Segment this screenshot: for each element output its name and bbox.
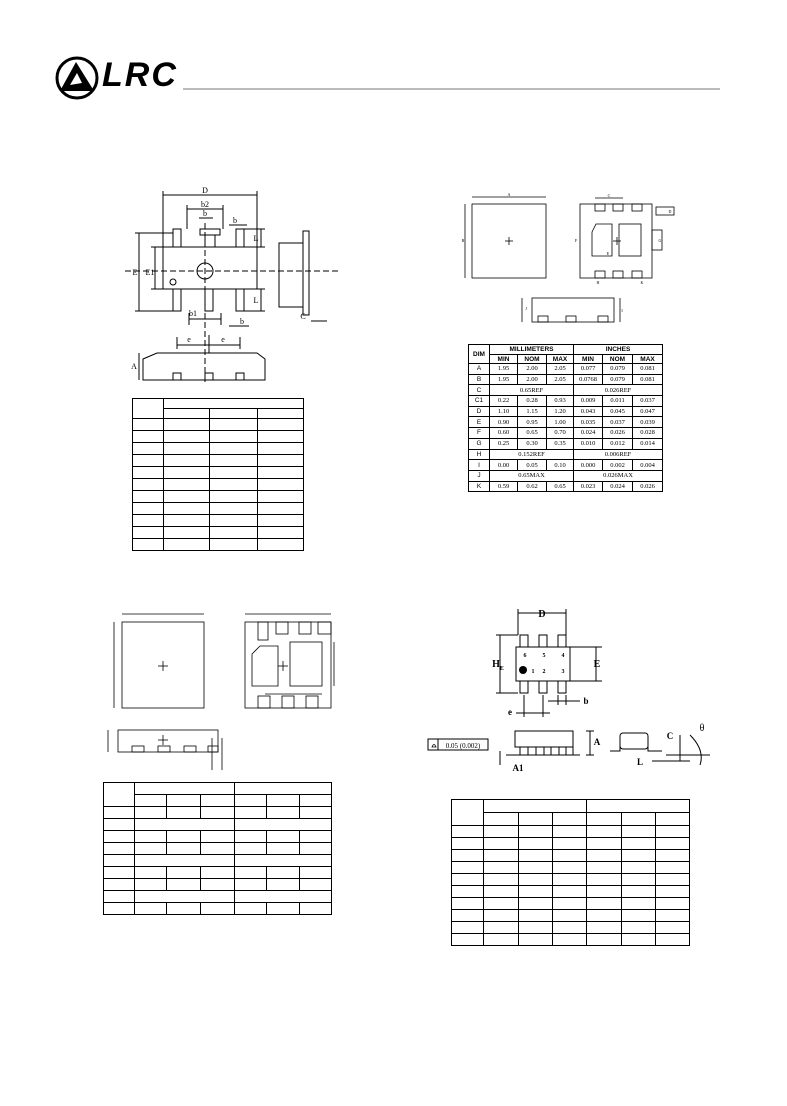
dim-cell: B — [469, 374, 490, 385]
value-cell: 0.65 — [547, 481, 574, 492]
dim-cell: I — [469, 460, 490, 471]
dim-L-top: L — [253, 234, 259, 243]
header-rule — [183, 88, 720, 90]
table-row — [469, 449, 663, 460]
value-cell: 2.00 — [518, 374, 547, 385]
value-cell: 1.10 — [490, 406, 518, 417]
pin-4: 4 — [561, 653, 565, 659]
value-cell: 0.043 — [574, 406, 603, 417]
dim-cell: H — [469, 449, 490, 460]
span-value-cell: 0.65MAX — [490, 470, 574, 481]
dfn6-label-B: B — [461, 238, 465, 243]
dfn6-label-G: G — [658, 238, 662, 243]
value-cell: 0.023 — [574, 481, 603, 492]
value-cell: 0.045 — [603, 406, 633, 417]
span-value-cell: 0.65REF — [490, 385, 574, 396]
table-row — [469, 460, 663, 471]
dim-A: A — [131, 362, 137, 371]
value-cell: 0.70 — [547, 428, 574, 439]
value-cell: 1.00 — [547, 417, 574, 428]
dfn6-label-D: D — [668, 209, 672, 214]
pin-2: 2 — [542, 669, 546, 675]
flatness-tolerance: 0.05 (0.002) — [445, 742, 481, 750]
dim-E: E — [132, 268, 138, 277]
value-cell: 0.30 — [518, 438, 547, 449]
value-cell: 2.00 — [518, 364, 547, 375]
value-cell: 0.077 — [574, 364, 603, 375]
lrc-logo-mark — [54, 55, 100, 101]
sot363-e: e — [508, 707, 512, 717]
sot363-dimension-table — [451, 799, 690, 946]
value-cell: 0.90 — [490, 417, 518, 428]
dfn6-label-K: K — [640, 280, 644, 285]
dfn-bottom-left-dimension-table — [103, 782, 332, 915]
dim-cell: A — [469, 364, 490, 375]
millimeters-header: MILLIMETERS — [490, 345, 574, 355]
group-header-cell — [164, 399, 304, 409]
sot363-L: L — [636, 757, 644, 767]
table-row — [469, 364, 663, 375]
value-cell: 0.00 — [490, 460, 518, 471]
sot89-dimension-table — [132, 398, 304, 551]
sub-header: MAX — [547, 355, 574, 364]
table-row — [469, 374, 663, 385]
value-cell: 0.22 — [490, 396, 518, 407]
sot363-A: A — [593, 737, 601, 747]
value-cell: 1.15 — [518, 406, 547, 417]
pin-5: 5 — [542, 653, 546, 659]
value-cell: 2.05 — [547, 364, 574, 375]
value-cell: 0.079 — [603, 374, 633, 385]
span-value-cell: 0.026REF — [574, 385, 663, 396]
value-cell: 0.65 — [518, 428, 547, 439]
dfn6-label-H: H — [596, 280, 600, 285]
dfn6-label-J: J — [525, 306, 527, 311]
value-cell: 0.024 — [603, 481, 633, 492]
dim-b: b — [203, 209, 207, 218]
pin-6: 6 — [523, 653, 527, 659]
dim-cell: D — [469, 406, 490, 417]
value-cell: 0.035 — [574, 417, 603, 428]
value-cell: 0.002 — [603, 460, 633, 471]
sot363-A1: A1 — [512, 763, 524, 773]
value-cell: 0.037 — [603, 417, 633, 428]
pin-1: 1 — [531, 669, 535, 675]
dim-b1: b1 — [189, 309, 197, 318]
value-cell: 0.10 — [547, 460, 574, 471]
dfn6-dimension-table — [468, 344, 663, 492]
value-cell: 0.95 — [518, 417, 547, 428]
dim-cell: G — [469, 438, 490, 449]
value-cell: 0.028 — [633, 428, 663, 439]
dim-cell: E — [469, 417, 490, 428]
dim-L-bot: L — [253, 296, 259, 305]
table-row — [469, 481, 663, 492]
dfn6-label-C: C — [607, 193, 611, 198]
dim-e-1: e — [187, 335, 191, 344]
span-value-cell: 0.152REF — [490, 449, 574, 460]
dfn6-label-F: F — [574, 238, 578, 243]
span-value-cell: 0.026MAX — [574, 470, 663, 481]
value-cell: 0.000 — [574, 460, 603, 471]
value-cell: 0.009 — [574, 396, 603, 407]
value-cell: 0.010 — [574, 438, 603, 449]
value-cell: 0.62 — [518, 481, 547, 492]
dim-column-header: DIM — [469, 345, 490, 364]
sub-header: MIN — [490, 355, 518, 364]
value-cell: 1.20 — [547, 406, 574, 417]
dim-header-cell — [133, 399, 164, 419]
table-row — [469, 438, 663, 449]
dim-cell: C — [469, 385, 490, 396]
value-cell: 0.081 — [633, 364, 663, 375]
value-cell: 0.047 — [633, 406, 663, 417]
dfn6-label-A: A — [507, 192, 511, 197]
value-cell: 0.026 — [603, 428, 633, 439]
sot89-drawing — [125, 185, 340, 395]
sub-header: NOM — [603, 355, 633, 364]
value-cell: 0.25 — [490, 438, 518, 449]
value-cell: 0.079 — [603, 364, 633, 375]
value-cell: 0.28 — [518, 396, 547, 407]
table-row — [469, 396, 663, 407]
table-row — [469, 406, 663, 417]
value-cell: 0.35 — [547, 438, 574, 449]
dim-D: D — [202, 186, 208, 195]
sub-header: MIN — [574, 355, 603, 364]
dim-b-bottom: b — [240, 317, 244, 326]
table-row — [469, 428, 663, 439]
sot363-theta: θ — [699, 723, 705, 734]
table-row — [469, 385, 663, 396]
brand-name: LRC — [102, 56, 178, 94]
value-cell: 0.60 — [490, 428, 518, 439]
dim-b2: b2 — [201, 200, 209, 209]
value-cell: 0.037 — [633, 396, 663, 407]
value-cell: 0.59 — [490, 481, 518, 492]
sot363-drawing — [420, 605, 720, 780]
sot363-b: b — [583, 696, 589, 706]
value-cell: 2.05 — [547, 374, 574, 385]
sub-header: MAX — [633, 355, 663, 364]
value-cell: 1.95 — [490, 364, 518, 375]
table-row — [469, 470, 663, 481]
dim-e-2: e — [221, 335, 225, 344]
dfn6-drawing — [460, 192, 690, 332]
dim-cell: J — [469, 470, 490, 481]
value-cell: 0.05 — [518, 460, 547, 471]
dim-cell: C1 — [469, 396, 490, 407]
dfn6-label-I: I — [621, 308, 623, 313]
sot363-E: E — [593, 659, 601, 670]
value-cell: 0.93 — [547, 396, 574, 407]
value-cell: 1.95 — [490, 374, 518, 385]
span-value-cell: 0.006REF — [574, 449, 663, 460]
dim-cell: K — [469, 481, 490, 492]
dfn6-label-E: E — [606, 251, 610, 256]
value-cell: 0.026 — [633, 481, 663, 492]
value-cell: 0.014 — [633, 438, 663, 449]
sub-header: NOM — [518, 355, 547, 364]
sot363-D: D — [538, 609, 546, 620]
sot363-C: C — [666, 731, 674, 741]
value-cell: 0.039 — [633, 417, 663, 428]
value-cell: 0.0768 — [574, 374, 603, 385]
dim-C: C — [300, 312, 306, 321]
table-row — [469, 417, 663, 428]
value-cell: 0.024 — [574, 428, 603, 439]
pin-3: 3 — [561, 669, 565, 675]
dfn-bottom-left-drawing — [100, 610, 340, 775]
inches-header: INCHES — [574, 345, 663, 355]
value-cell: 0.081 — [633, 374, 663, 385]
dim-b-right: b — [233, 216, 237, 225]
dim-E1: E1 — [145, 268, 155, 277]
dim-cell: F — [469, 428, 490, 439]
value-cell: 0.012 — [603, 438, 633, 449]
value-cell: 0.011 — [603, 396, 633, 407]
value-cell: 0.004 — [633, 460, 663, 471]
sot363-HE: $H_E$ — [492, 659, 504, 672]
